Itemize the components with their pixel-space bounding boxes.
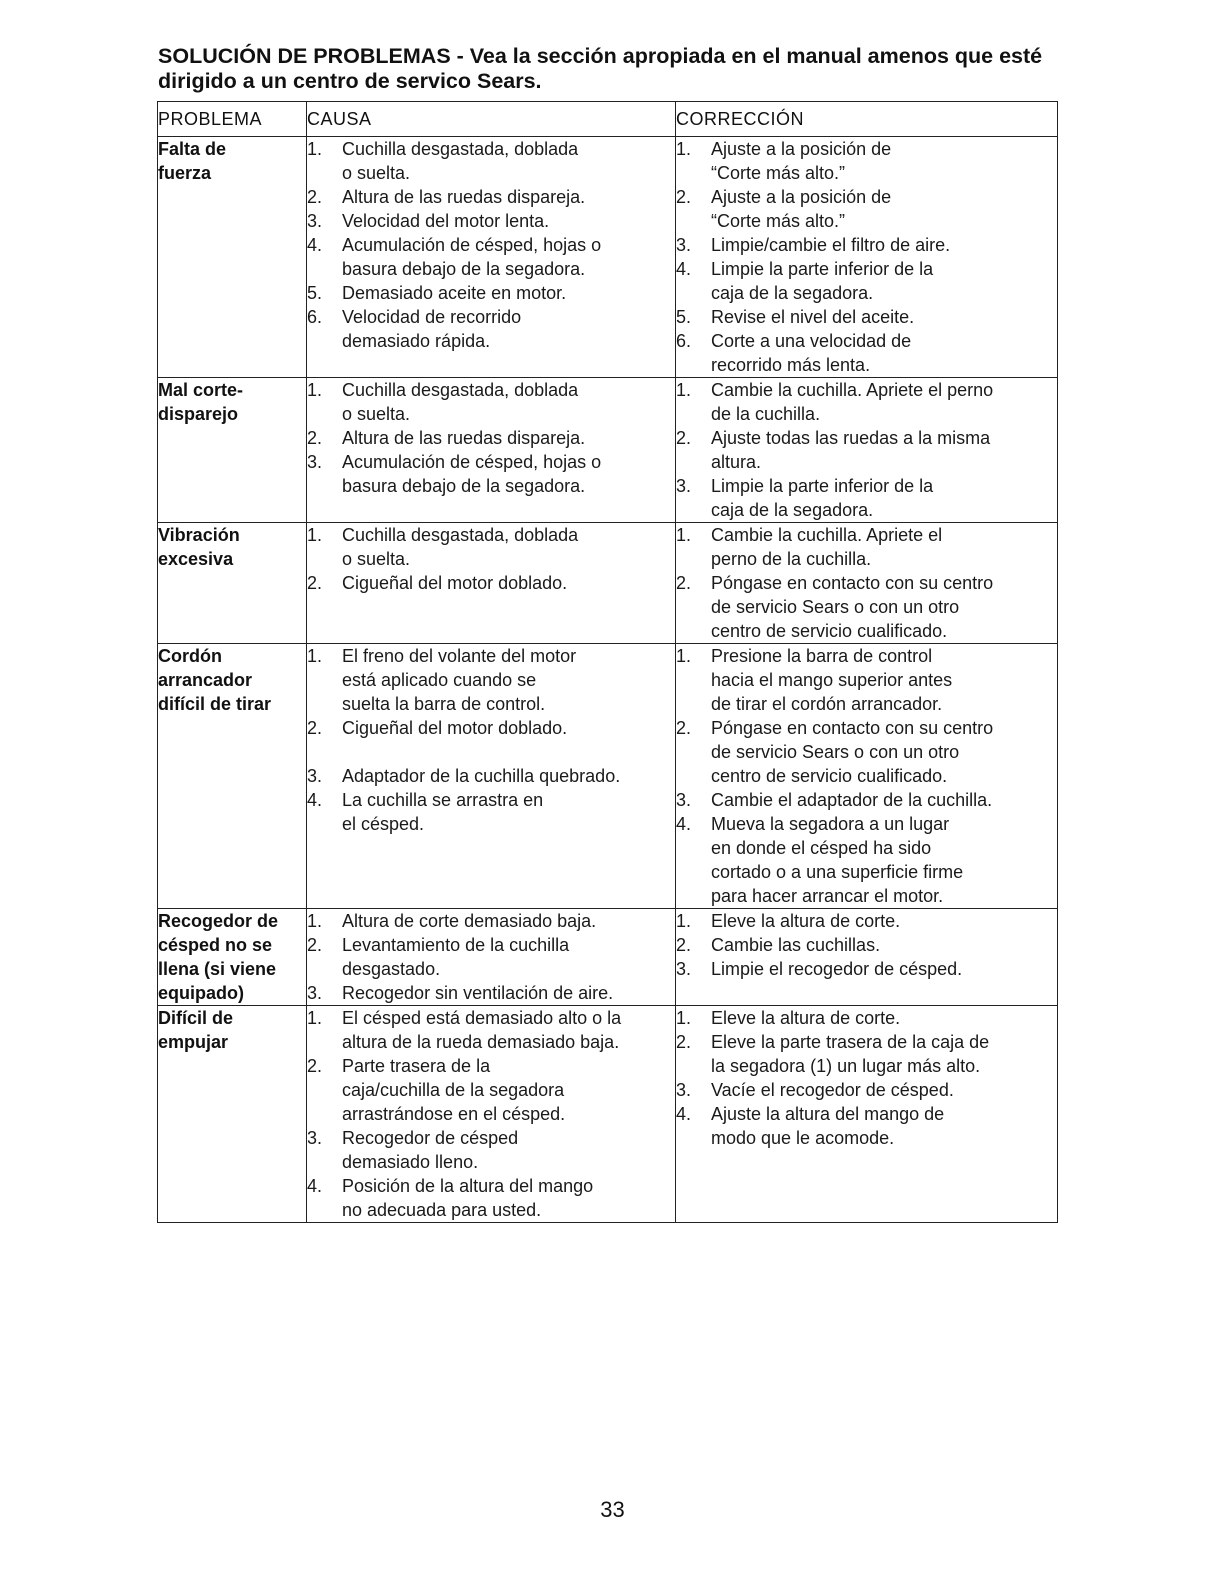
correction-text: Eleve la altura de corte. xyxy=(711,1008,901,1028)
cause-cell xyxy=(307,523,676,644)
cause-list xyxy=(307,644,675,836)
correction-text: Limpie la parte inferior de la caja de la segadora. xyxy=(711,259,934,303)
cause-cell xyxy=(307,137,676,378)
cause-item xyxy=(307,1126,675,1174)
problem-cell: Recogedor de césped no se llena (si viene equipado) xyxy=(158,909,307,1006)
item-number: 1. xyxy=(676,139,692,159)
item-number: 3. xyxy=(676,476,692,496)
item-number: 4. xyxy=(676,1104,692,1124)
item-number: 2. xyxy=(307,1056,323,1076)
item-number: 3. xyxy=(307,983,323,1003)
correction-text: Vacíe el recogedor de césped. xyxy=(711,1080,954,1100)
item-number: 3. xyxy=(676,1080,692,1100)
correction-item xyxy=(676,257,1057,305)
column-header-correction: CORRECCIÓN xyxy=(676,102,1058,137)
cause-item xyxy=(307,450,675,498)
item-number: 2. xyxy=(307,718,323,738)
correction-item xyxy=(676,644,1057,716)
correction-text: Cambie el adaptador de la cuchilla. xyxy=(711,790,993,810)
correction-item xyxy=(676,571,1057,643)
correction-text: Presione la barra de control hacia el mango superior antes de tirar el cordón arrancador. xyxy=(711,646,953,714)
cause-item xyxy=(307,209,675,233)
cause-item xyxy=(307,571,675,595)
item-number: 3. xyxy=(307,452,323,472)
item-number: 2. xyxy=(307,428,323,448)
correction-text: Cambie la cuchilla. Apriete el perno de la cuchilla. xyxy=(711,380,994,424)
item-number: 2. xyxy=(307,187,323,207)
correction-text: Limpie el recogedor de césped. xyxy=(711,959,963,979)
correction-item xyxy=(676,474,1057,522)
item-number: 3. xyxy=(307,211,323,231)
problem-cell: Mal corte- disparejo xyxy=(158,378,307,523)
cause-list xyxy=(307,378,675,498)
column-header-problem: PROBLEMA xyxy=(158,102,307,137)
troubleshooting-table xyxy=(157,101,1058,1223)
correction-item xyxy=(676,788,1057,812)
cause-item xyxy=(307,909,675,933)
cause-item xyxy=(307,233,675,281)
correction-item xyxy=(676,1102,1057,1150)
correction-item xyxy=(676,185,1057,233)
correction-text: Ajuste a la posición de “Corte más alto.” xyxy=(711,187,892,231)
cause-text: La cuchilla se arrastra en el césped. xyxy=(342,790,544,834)
cause-text: Parte trasera de la caja/cuchilla de la segadora arrastrándose en el césped. xyxy=(342,1056,566,1124)
correction-cell xyxy=(676,1006,1058,1223)
item-number: 5. xyxy=(307,283,323,303)
cause-list xyxy=(307,523,675,595)
item-number: 2. xyxy=(676,718,692,738)
correction-text: Mueva la segadora a un lugar en donde el césped ha sido cortado o a una superficie firme para hacer arrancar el motor. xyxy=(711,814,964,906)
cause-list xyxy=(307,909,675,1005)
table-row xyxy=(158,909,1058,1006)
item-number: 1. xyxy=(307,646,323,666)
correction-list xyxy=(676,1006,1057,1150)
correction-cell xyxy=(676,523,1058,644)
correction-item xyxy=(676,426,1057,474)
cause-text: Adaptador de la cuchilla quebrado. xyxy=(342,766,621,786)
correction-item xyxy=(676,378,1057,426)
correction-cell xyxy=(676,909,1058,1006)
item-number: 1. xyxy=(676,380,692,400)
cause-text: Altura de corte demasiado baja. xyxy=(342,911,597,931)
correction-list xyxy=(676,137,1057,377)
correction-list xyxy=(676,523,1057,643)
table-row xyxy=(158,378,1058,523)
item-number: 4. xyxy=(676,259,692,279)
correction-text: Eleve la parte trasera de la caja de la segadora (1) un lugar más alto. xyxy=(711,1032,990,1076)
cause-item xyxy=(307,644,675,716)
cause-item xyxy=(307,1174,675,1222)
correction-item xyxy=(676,957,1057,981)
cause-item xyxy=(307,305,675,353)
correction-text: Revise el nivel del aceite. xyxy=(711,307,915,327)
cause-item xyxy=(307,716,675,764)
item-number: 2. xyxy=(307,935,323,955)
item-number: 2. xyxy=(676,1032,692,1052)
item-number: 2. xyxy=(676,573,692,593)
correction-text: Cambie la cuchilla. Apriete el perno de la cuchilla. xyxy=(711,525,943,569)
cause-text: Levantamiento de la cuchilla desgastado. xyxy=(342,935,570,979)
cause-item xyxy=(307,137,675,185)
correction-item xyxy=(676,716,1057,788)
cause-item xyxy=(307,788,675,836)
item-number: 3. xyxy=(307,766,323,786)
correction-text: Limpie/cambie el filtro de aire. xyxy=(711,235,951,255)
table-row xyxy=(158,523,1058,644)
correction-text: Corte a una velocidad de recorrido más lenta. xyxy=(711,331,912,375)
cause-text: Demasiado aceite en motor. xyxy=(342,283,567,303)
item-number: 5. xyxy=(676,307,692,327)
item-number: 4. xyxy=(307,1176,323,1196)
table-header-row xyxy=(158,102,1058,137)
item-number: 1. xyxy=(307,1008,323,1028)
correction-cell xyxy=(676,644,1058,909)
cause-item xyxy=(307,426,675,450)
item-number: 2. xyxy=(676,428,692,448)
page-number: 33 xyxy=(600,1497,625,1522)
item-number: 2. xyxy=(676,935,692,955)
correction-item xyxy=(676,909,1057,933)
item-number: 6. xyxy=(676,331,692,351)
cause-item xyxy=(307,185,675,209)
correction-text: Eleve la altura de corte. xyxy=(711,911,901,931)
item-number: 3. xyxy=(307,1128,323,1148)
problem-cell: Cordón arrancador difícil de tirar xyxy=(158,644,307,909)
item-number: 1. xyxy=(307,525,323,545)
correction-list xyxy=(676,378,1057,522)
item-number: 1. xyxy=(307,139,323,159)
item-number: 3. xyxy=(676,959,692,979)
cause-item xyxy=(307,281,675,305)
item-number: 2. xyxy=(307,573,323,593)
cause-item xyxy=(307,1006,675,1054)
correction-item xyxy=(676,137,1057,185)
item-number: 1. xyxy=(676,646,692,666)
cause-text: Recogedor de césped demasiado lleno. xyxy=(342,1128,519,1172)
cause-cell xyxy=(307,644,676,909)
correction-cell xyxy=(676,137,1058,378)
table-row xyxy=(158,644,1058,909)
table-row xyxy=(158,1006,1058,1223)
item-number: 1. xyxy=(676,911,692,931)
item-number: 3. xyxy=(676,235,692,255)
cause-item xyxy=(307,764,675,788)
cause-text: Cigueñal del motor doblado. xyxy=(342,718,568,738)
correction-item xyxy=(676,305,1057,329)
correction-item xyxy=(676,933,1057,957)
item-number: 1. xyxy=(676,1008,692,1028)
cause-text: El freno del volante del motor está aplicado cuando se suelta la barra de control. xyxy=(342,646,577,714)
cause-item xyxy=(307,933,675,981)
cause-text: Acumulación de césped, hojas o basura debajo de la segadora. xyxy=(342,235,602,279)
correction-text: Póngase en contacto con su centro de servicio Sears o con un otro centro de servicio cualificado. xyxy=(711,718,994,786)
correction-item xyxy=(676,329,1057,377)
item-number: 1. xyxy=(307,380,323,400)
cause-cell xyxy=(307,909,676,1006)
cause-text: Cuchilla desgastada, doblada o suelta. xyxy=(342,380,579,424)
cause-text: Velocidad de recorrido demasiado rápida. xyxy=(342,307,522,351)
cause-list xyxy=(307,1006,675,1222)
cause-cell xyxy=(307,378,676,523)
item-number: 1. xyxy=(307,911,323,931)
correction-item xyxy=(676,233,1057,257)
cause-text: Recogedor sin ventilación de aire. xyxy=(342,983,614,1003)
item-number: 3. xyxy=(676,790,692,810)
table-row xyxy=(158,137,1058,378)
cause-cell xyxy=(307,1006,676,1223)
cause-item xyxy=(307,378,675,426)
correction-item xyxy=(676,812,1057,908)
cause-text: Velocidad del motor lenta. xyxy=(342,211,550,231)
correction-list xyxy=(676,644,1057,908)
cause-text: El césped está demasiado alto o la altura de la rueda demasiado baja. xyxy=(342,1008,622,1052)
cause-text: Altura de las ruedas dispareja. xyxy=(342,187,586,207)
problem-cell: Falta de fuerza xyxy=(158,137,307,378)
item-number: 2. xyxy=(676,187,692,207)
item-number: 1. xyxy=(676,525,692,545)
correction-text: Ajuste todas las ruedas a la misma altura. xyxy=(711,428,991,472)
item-number: 4. xyxy=(307,790,323,810)
cause-text: Altura de las ruedas dispareja. xyxy=(342,428,586,448)
cause-text: Acumulación de césped, hojas o basura debajo de la segadora. xyxy=(342,452,602,496)
correction-item xyxy=(676,523,1057,571)
correction-text: Ajuste a la posición de “Corte más alto.” xyxy=(711,139,892,183)
page-heading: SOLUCIÓN DE PROBLEMAS - Vea la sección apropiada en el manual amenos que esté dirigido a un centro de servico Sears. xyxy=(158,44,1043,93)
cause-text: Cuchilla desgastada, doblada o suelta. xyxy=(342,139,579,183)
cause-text: Cigueñal del motor doblado. xyxy=(342,573,568,593)
column-header-cause: CAUSA xyxy=(307,102,676,137)
cause-item xyxy=(307,981,675,1005)
correction-cell xyxy=(676,378,1058,523)
item-number: 6. xyxy=(307,307,323,327)
correction-text: Cambie las cuchillas. xyxy=(711,935,881,955)
item-number: 4. xyxy=(307,235,323,255)
problem-cell: Difícil de empujar xyxy=(158,1006,307,1223)
correction-list xyxy=(676,909,1057,981)
correction-item xyxy=(676,1006,1057,1030)
correction-item xyxy=(676,1078,1057,1102)
correction-text: Limpie la parte inferior de la caja de la segadora. xyxy=(711,476,934,520)
item-number: 4. xyxy=(676,814,692,834)
problem-cell: Vibración excesiva xyxy=(158,523,307,644)
correction-item xyxy=(676,1030,1057,1078)
correction-text: Póngase en contacto con su centro de servicio Sears o con un otro centro de servicio cualificado. xyxy=(711,573,994,641)
cause-item xyxy=(307,523,675,571)
table-body xyxy=(158,137,1058,1223)
correction-text: Ajuste la altura del mango de modo que le acomode. xyxy=(711,1104,945,1148)
cause-text: Posición de la altura del mango no adecuada para usted. xyxy=(342,1176,594,1220)
cause-list xyxy=(307,137,675,353)
cause-text: Cuchilla desgastada, doblada o suelta. xyxy=(342,525,579,569)
cause-item xyxy=(307,1054,675,1126)
